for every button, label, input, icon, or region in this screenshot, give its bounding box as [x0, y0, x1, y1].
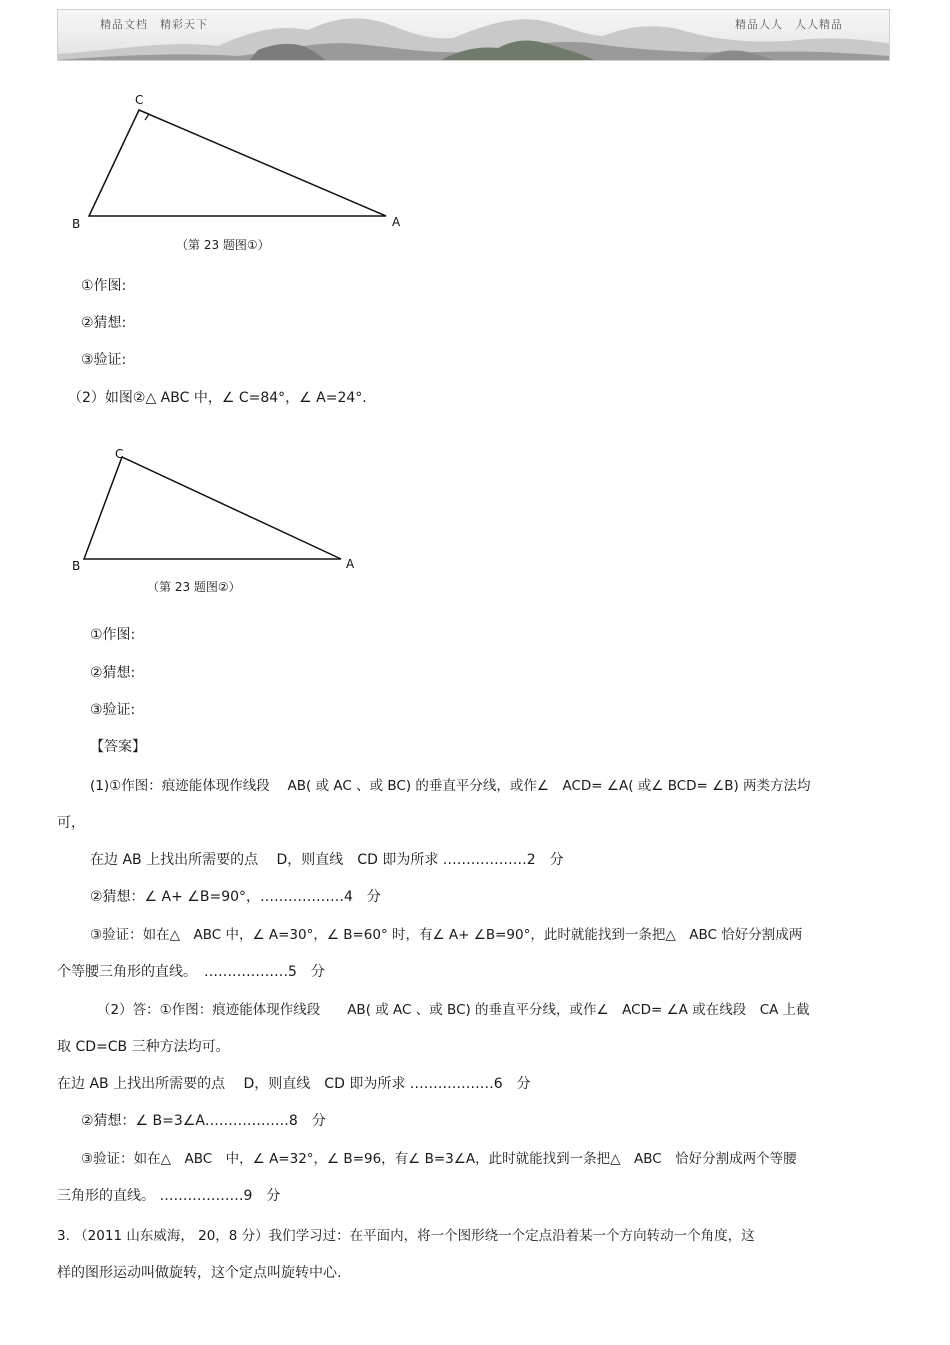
- answer-line: 取 CD=CB 三种方法均可。: [57, 1039, 230, 1055]
- answer-line: 可，: [57, 815, 85, 831]
- vertex-a-label: A: [392, 215, 401, 229]
- part2-step-guess: ②猜想:: [90, 665, 136, 681]
- figure-2-triangle: [0, 0, 950, 600]
- part1-step-verify: ③验证:: [81, 352, 127, 368]
- vertex-c-label: C: [115, 447, 124, 461]
- figure-2-caption: （第 23 题图②）: [147, 580, 241, 594]
- answer-line: 三角形的直线。 ………………9 分: [57, 1188, 281, 1204]
- answer-line: ③验证：如在△ ABC 中，∠ A=30°，∠ B=60° 时，有∠ A+ ∠B=90°，此时就能找到一条把△ ABC 恰好分割成两: [90, 927, 803, 943]
- vertex-c-label: C: [135, 93, 144, 107]
- answer-line: (1)①作图：痕迹能体现作线段 AB( 或 AC 、或 BC) 的垂直平分线，或作∠ ACD= ∠A( 或∠ BCD= ∠B) 两类方法均: [90, 778, 811, 794]
- answer-line: ③验证：如在△ ABC 中，∠ A=32°，∠ B=96，有∠ B=3∠A，此时就能找到一条把△ ABC 恰好分割成两个等腰: [81, 1151, 797, 1167]
- vertex-a-label: A: [346, 557, 355, 571]
- part1-step-guess: ②猜想:: [81, 315, 127, 331]
- answer-line: 个等腰三角形的直线。 ………………5 分: [57, 964, 325, 980]
- figure-1-caption: （第 23 题图①）: [176, 238, 270, 252]
- triangle-abc-2: [84, 457, 341, 559]
- vertex-b-label: B: [72, 559, 81, 573]
- part2-question: （2）如图②△ ABC 中，∠ C=84°，∠ A=24°．: [68, 390, 377, 406]
- question-3-line: 3. （2011 山东威海， 20，8 分）我们学习过：在平面内，将一个图形绕一个定点沿着某一个方向转动一个角度，这: [57, 1228, 755, 1244]
- answer-line: （2）答：①作图：痕迹能体现作线段 AB( 或 AC 、或 BC) 的垂直平分线，或作∠ ACD= ∠A 或在线段 CA 上截: [97, 1002, 810, 1018]
- banner-right-text: 精品人人 人人精品: [735, 18, 843, 31]
- answer-line: 在边 AB 上找出所需要的点 D，则直线 CD 即为所求 ………………6 分: [57, 1076, 531, 1092]
- part2-step-draw: ①作图:: [90, 627, 136, 643]
- part1-step-draw: ①作图:: [81, 278, 127, 294]
- answer-line: ②猜想：∠ A+ ∠B=90°，………………4 分: [90, 889, 381, 905]
- answer-line: 在边 AB 上找出所需要的点 D，则直线 CD 即为所求 ………………2 分: [90, 852, 564, 868]
- vertex-b-label: B: [72, 217, 81, 231]
- banner-left-text: 精品文档 精彩天下: [100, 18, 208, 31]
- answer-heading: 【答案】: [90, 739, 146, 755]
- part2-step-verify: ③验证:: [90, 702, 136, 718]
- question-3-line: 样的图形运动叫做旋转，这个定点叫旋转中心.: [57, 1265, 342, 1281]
- answer-line: ②猜想：∠ B=3∠A………………8 分: [81, 1113, 326, 1129]
